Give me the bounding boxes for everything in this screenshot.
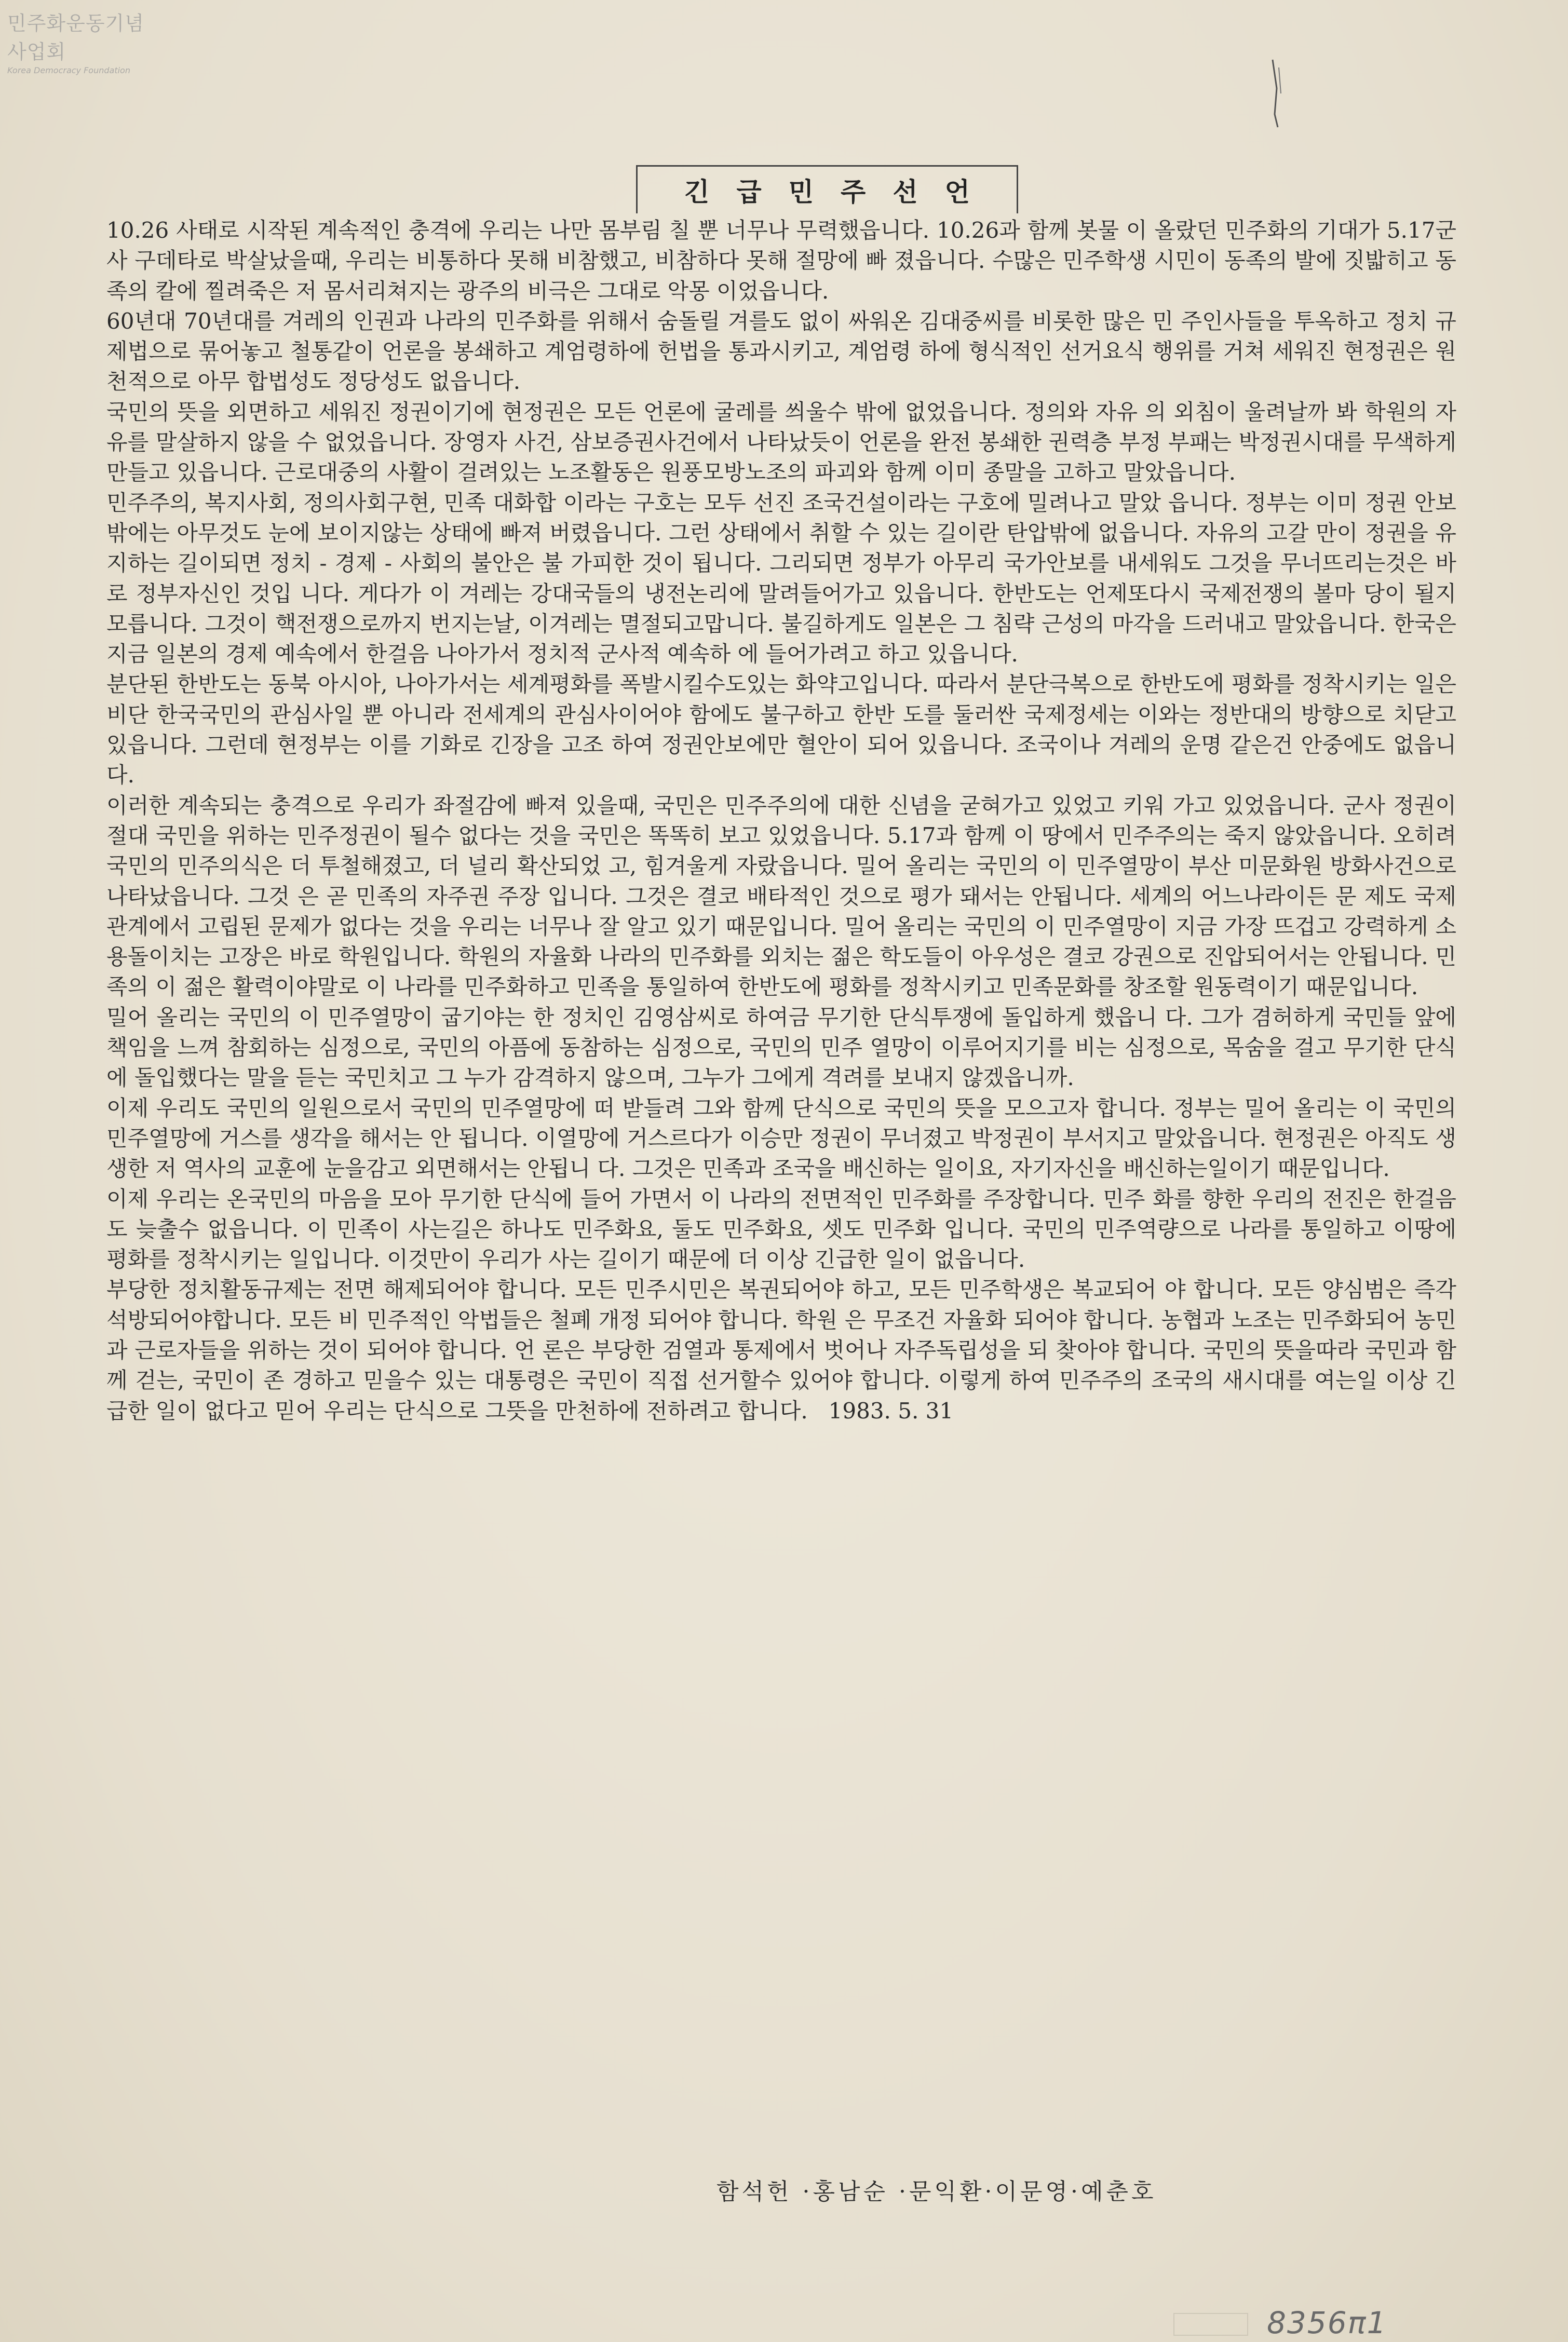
watermark-english: Korea Democracy Foundation <box>7 65 130 75</box>
paragraph: 밀어 올리는 국민의 이 민주열망이 굽기야는 한 정치인 김영삼씨로 하여금 무기한 단식투쟁에 돌입하게 했읍니 다. 그가 겸허하게 국민들 앞에 책임을 느껴 참회하는 심정으로, 국민의 아픔에 동참하는 심정으로, 국민의 민주 열망이 이루어지기를 비는 심정으로, 목숨을 걸고 무기한 단식에 돌입했다는 말을 듣는 국민치고 그 누가 감격하지 않으며, 그누가 그에게 격려를 보내지 않겠읍니까. <box>106 1004 1456 1091</box>
document-title: 긴급민주선언 <box>684 177 997 207</box>
document-body <box>106 215 1456 1426</box>
paragraph: 이제 우리는 온국민의 마음을 모아 무기한 단식에 들어 가면서 이 나라의 전면적인 민주화를 주장합니다. 민주 화를 향한 우리의 전진은 한걸음도 늦출수 없읍니다. 이 민족이 사는길은 하나도 민주화요, 둘도 민주화요, 셋도 민주화 입니다. 국민의 민주역량으로 나라를 통일하고 이땅에 평화를 정착시키는 일입니다. 이것만이 우리가 사는 길이기 때문에 더 이상 긴급한 일이 없읍니다. <box>106 1186 1456 1272</box>
signatories: 함석헌 ·홍남순 ·문익환·이문영·예춘호 <box>717 2178 1157 2205</box>
paragraph: 분단된 한반도는 동북 아시아, 나아가서는 세계평화를 폭발시킬수도있는 화약고입니다. 따라서 분단극복으로 한반도에 평화를 정착시키는 일은 비단 한국국민의 관심사일 뿐 아니라 전세계의 관심사이어야 함에도 불구하고 한반 도를 둘러싼 국제정세는 이와는 정반대의 방향으로 치닫고 있읍니다. 그런데 현정부는 이를 기화로 긴장을 고조 하여 정권안보에만 혈안이 되어 있읍니다. 조국이나 겨레의 운명 같은건 안중에도 없읍니다. <box>106 671 1456 788</box>
foundation-watermark <box>7 7 163 75</box>
paragraph: 국민의 뜻을 외면하고 세워진 정권이기에 현정권은 모든 언론에 굴레를 씌울수 밖에 없었읍니다. 정의와 자유 의 외침이 울려날까 봐 학원의 자유를 말살하지 않을 수 없었읍니다. 장영자 사건, 삼보증권사건에서 나타났듯이 언론을 완전 봉쇄한 권력층 부정 부패는 박정권시대를 무색하게 만들고 있읍니다. 근로대중의 사활이 걸려있는 노조활동은 원풍모방노조의 파괴와 함께 이미 종말을 고하고 말았읍니다. <box>106 399 1456 485</box>
title-box <box>636 165 1018 213</box>
pen-mark-icon <box>1269 57 1285 130</box>
final-paragraph-text: 부당한 정치활동규제는 전면 해제되어야 합니다. 모든 민주시민은 복권되어야 하고, 모든 민주학생은 복교되어 야 합니다. 모든 양심범은 즉각석방되어야합니다. 모든 비 민주적인 악법들은 철폐 개정 되어야 합니다. 학원 은 무조건 자율화 되어야 합니다. 농협과 노조는 민주화되어 농민과 근로자들을 위하는 것이 되어야 합니다. 언 론은 부당한 검열과 통제에서 벗어나 자주독립성을 되 찾아야 합니다. 국민의 뜻을따라 국민과 함께 걷는, 국민이 존 경하고 믿을수 있는 대통령은 국민이 직접 선거할수 있어야 합니다. 이렇게 하여 민주주의 조국의 새시대를 여는일 이상 긴급한 일이 없다고 믿어 우리는 단식으로 그뜻을 만천하에 전하려고 합니다. <box>106 1277 1456 1424</box>
paragraph-final <box>106 1275 1456 1426</box>
archive-number: 8356π1 <box>1267 2305 1387 2340</box>
paragraph: 60년대 70년대를 겨레의 인권과 나라의 민주화를 위해서 숨돌릴 겨를도 없이 싸워온 김대중씨를 비롯한 많은 민 주인사들을 투옥하고 정치 규제법으로 묶어놓고 철통같이 언론을 봉쇄하고 계엄령하에 헌법을 통과시키고, 계엄령 하에 형식적인 선거요식 행위를 거쳐 세워진 현정권은 원천적으로 아무 합법성도 정당성도 없읍니다. <box>106 308 1456 395</box>
paragraph: 민주주의, 복지사회, 정의사회구현, 민족 대화합 이라는 구호는 모두 선진 조국건설이라는 구호에 밀려나고 말았 읍니다. 정부는 이미 정권 안보 밖에는 아무것도 눈에 보이지않는 상태에 빠져 버렸읍니다. 그런 상태에서 취할 수 있는 길이란 탄압밖에 없읍니다. 자유의 고갈 만이 정권을 유지하는 길이되면 정치 - 경제 - 사회의 불안은 불 가피한 것이 됩니다. 그리되면 정부가 아무리 국가안보를 내세워도 그것을 무너뜨리는것은 바로 정부자신인 것입 니다. 게다가 이 겨레는 강대국들의 냉전논리에 말려들어가고 있읍니다. 한반도는 언제또다시 국제전쟁의 볼마 당이 될지 모릅니다. 그것이 핵전쟁으로까지 번지는날, 이겨레는 멸절되고맙니다. 불길하게도 일본은 그 침략 근성의 마각을 드러내고 말았읍니다. 한국은 지금 일본의 경제 예속에서 한걸음 나아가서 정치적 군사적 예속하 에 들어가려고 하고 있읍니다. <box>106 490 1456 667</box>
paragraph: 10.26 사태로 시작된 계속적인 충격에 우리는 나만 몸부림 칠 뿐 너무나 무력했읍니다. 10.26과 함께 봇물 이 올랐던 민주화의 기대가 5.17군사 구데타로 박살났을때, 우리는 비통하다 못해 비참했고, 비참하다 못해 절망에 빠 졌읍니다. 수많은 민주학생 시민이 동족의 발에 짓밟히고 동족의 칼에 찔려죽은 저 몸서리쳐지는 광주의 비극은 그대로 악몽 이었읍니다. <box>106 218 1456 304</box>
paragraph: 이러한 계속되는 충격으로 우리가 좌절감에 빠져 있을때, 국민은 민주주의에 대한 신념을 굳혀가고 있었고 키워 가고 있었읍니다. 군사 정권이 절대 국민을 위하는 민주정권이 될수 없다는 것을 국민은 똑똑히 보고 있었읍니다. 5.17과 함께 이 땅에서 민주주의는 죽지 않았읍니다. 오히려 국민의 민주의식은 더 투철해졌고, 더 널리 확산되었 고, 힘겨울게 자랐읍니다. 밀어 올리는 국민의 이 민주열망이 부산 미문화원 방화사건으로 나타났읍니다. 그것 은 곧 민족의 자주권 주장 입니다. 그것은 결코 배타적인 것으로 평가 돼서는 안됩니다. 세계의 어느나라이든 문 제도 국제관계에서 고립된 문제가 없다는 것을 우리는 너무나 잘 알고 있기 때문입니다. 밀어 올리는 국민의 이 민주열망이 지금 가장 뜨겁고 강력하게 소용돌이치는 고장은 바로 학원입니다. 학원의 자율화 나라의 민주화를 외치는 젊은 학도들이 아우성은 결코 강권으로 진압되어서는 안됩니다. 민족의 이 젊은 활력이야말로 이 나라를 민주화하고 민족을 통일하여 한반도에 평화를 정착시키고 민족문화를 창조할 원동력이기 때문입니다. <box>106 792 1456 1000</box>
paragraph: 이제 우리도 국민의 일원으로서 국민의 민주열망에 떠 받들려 그와 함께 단식으로 국민의 뜻을 모으고자 합니다. 정부는 밀어 올리는 이 국민의 민주열망에 거스를 생각을 해서는 안 됩니다. 이열망에 거스르다가 이승만 정권이 무너졌고 박정권이 부서지고 말았읍니다. 현정권은 아직도 생생한 저 역사의 교훈에 눈을감고 외면해서는 안됩니 다. 그것은 민족과 조국을 배신하는 일이요, 자기자신을 배신하는일이기 때문입니다. <box>106 1095 1456 1182</box>
document-date: 1983. 5. 31 <box>828 1398 954 1424</box>
watermark-korean: 민주화운동기념사업회 <box>7 12 144 63</box>
faint-archive-stamp <box>1173 2313 1248 2336</box>
